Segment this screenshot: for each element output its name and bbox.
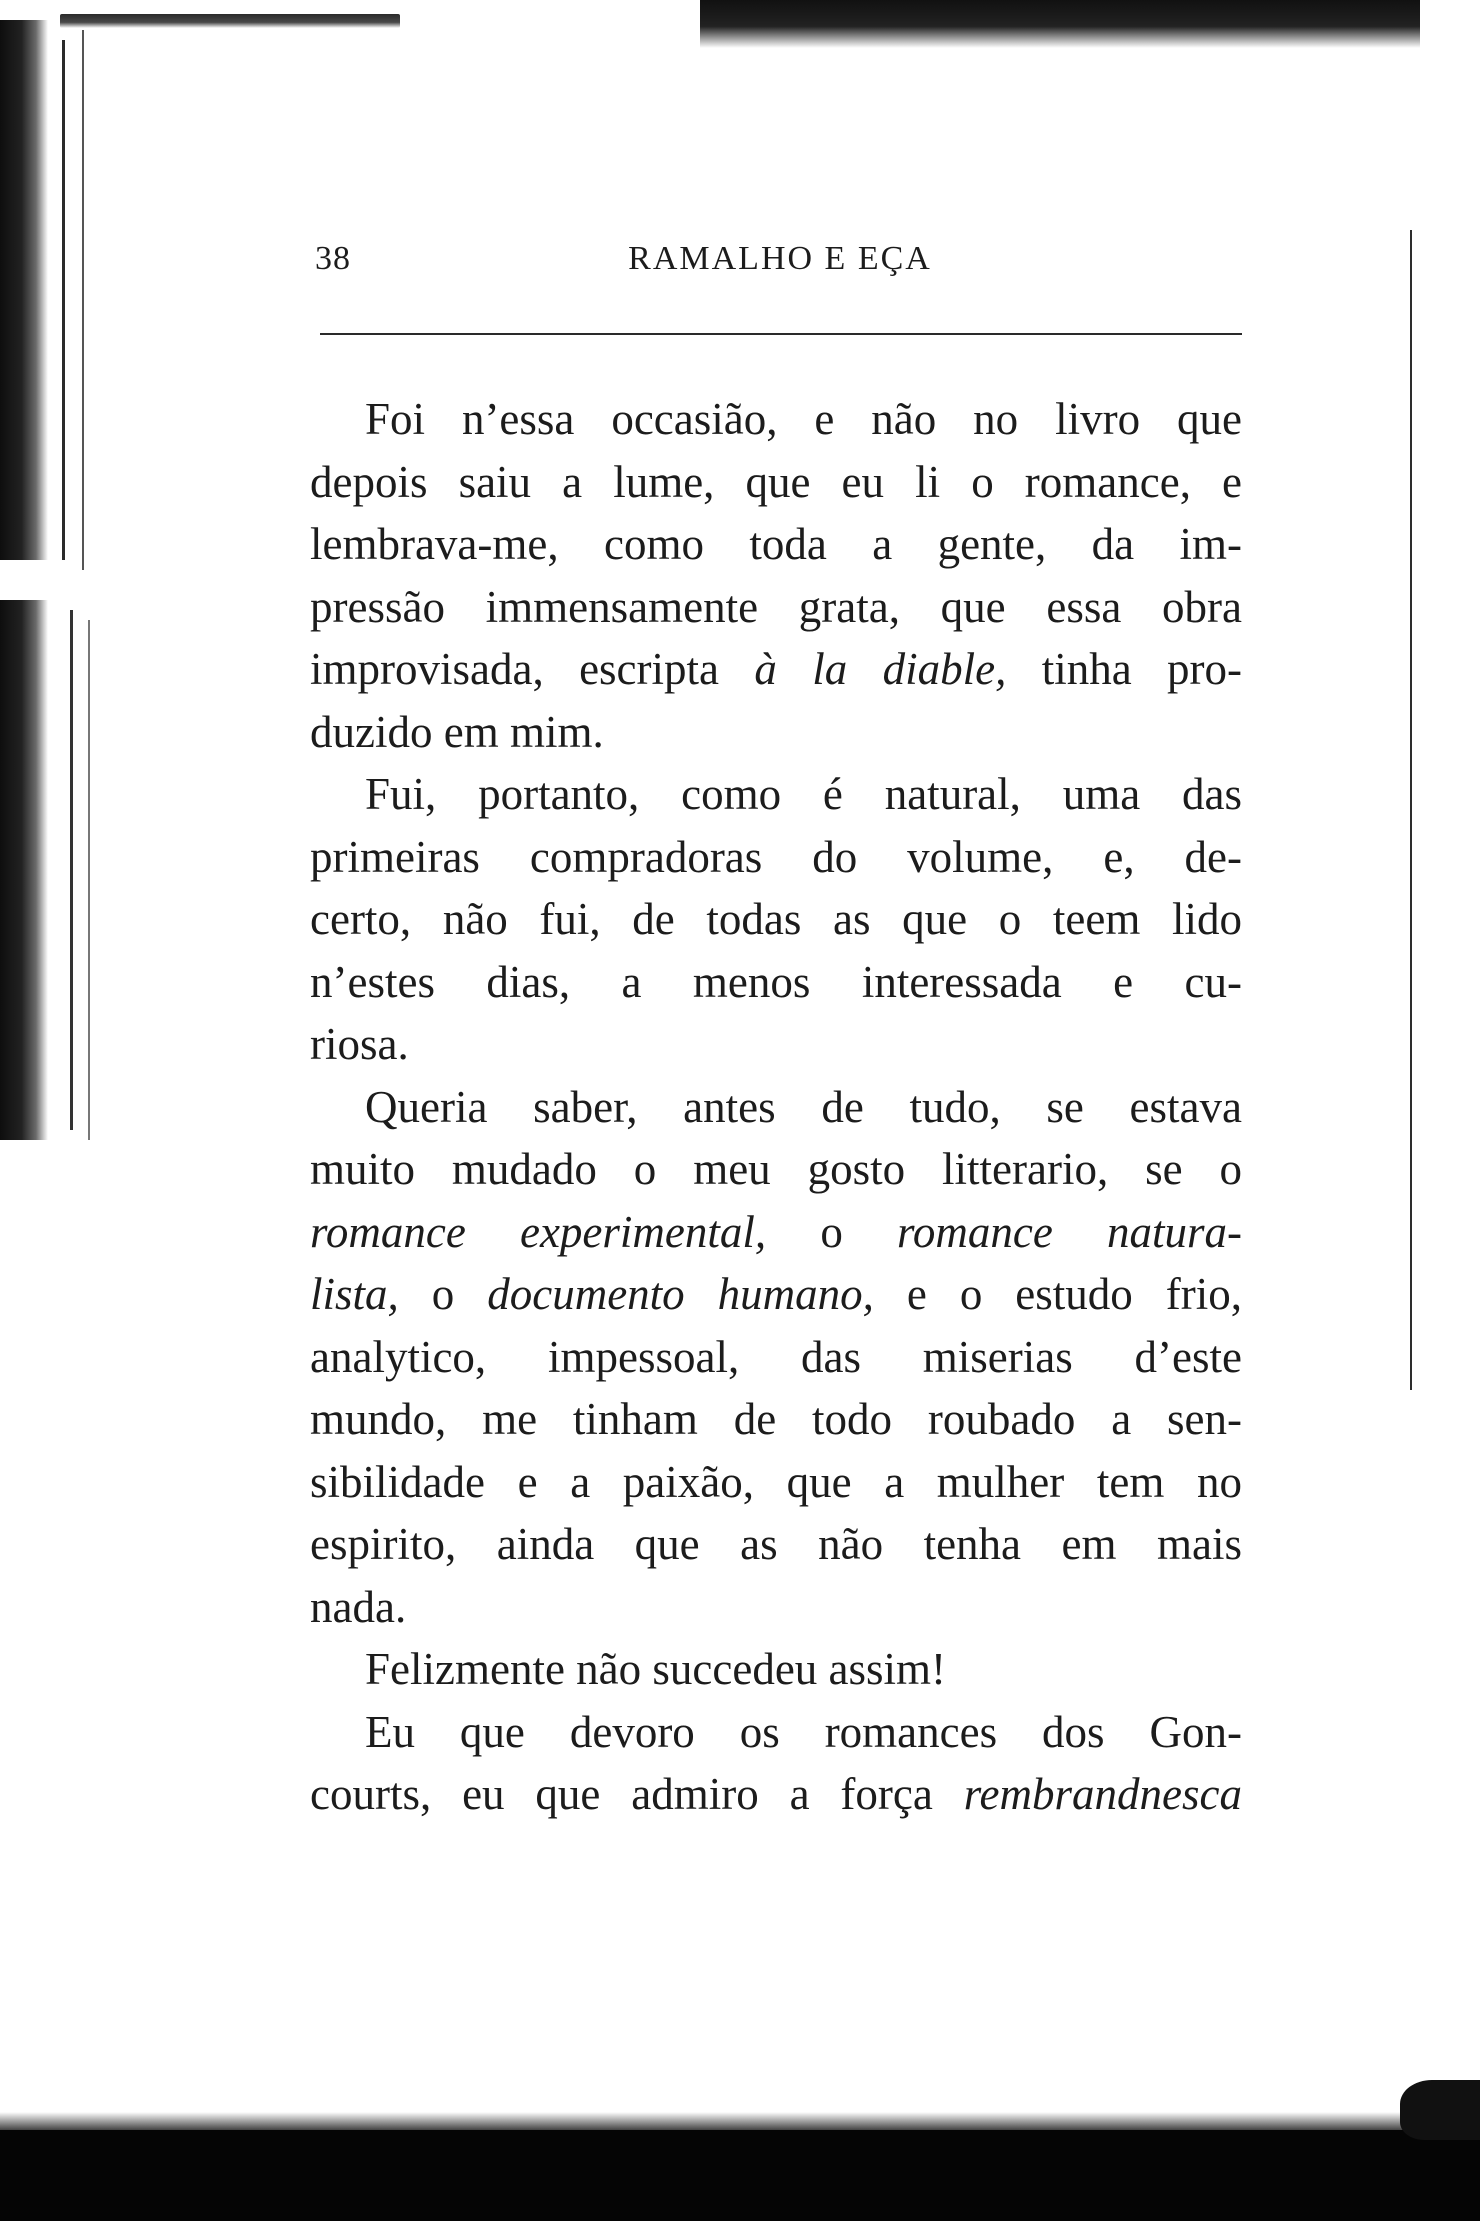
text-line bbox=[310, 1326, 1242, 1389]
line-text: tinha pro- bbox=[1006, 644, 1243, 694]
text-line bbox=[310, 388, 1242, 451]
scan-corner-artifact bbox=[1400, 2080, 1480, 2140]
scan-bottom-edge bbox=[0, 2130, 1480, 2221]
scan-right-edge bbox=[1410, 230, 1412, 1390]
text-line bbox=[310, 1388, 1242, 1451]
text-line bbox=[310, 451, 1242, 514]
text-line bbox=[310, 1638, 1242, 1701]
scan-top-edge bbox=[60, 14, 400, 28]
line-text: riosa. bbox=[310, 1019, 409, 1069]
text-line bbox=[310, 1138, 1242, 1201]
scan-binding-gap bbox=[0, 560, 48, 600]
scan-top-edge bbox=[700, 0, 1420, 48]
italic-phrase: à la diable, bbox=[754, 644, 1007, 694]
italic-phrase: romance experimental, bbox=[310, 1206, 767, 1257]
italic-phrase: documento humano, bbox=[487, 1269, 874, 1319]
text-line bbox=[310, 763, 1242, 826]
scan-edge-line bbox=[82, 30, 84, 570]
body-text bbox=[310, 388, 1242, 1826]
line-text: e o estudo frio, bbox=[873, 1269, 1242, 1319]
line-text: Queria saber, antes de tudo, se estava bbox=[365, 1081, 1242, 1132]
line-text: certo, não fui, de todas as que o teem lido bbox=[310, 894, 1242, 944]
line-text: primeiras compradoras do volume, e, de- bbox=[310, 831, 1242, 882]
line-text: Eu que devoro os romances dos Gon- bbox=[365, 1706, 1242, 1757]
line-text: analytico, impessoal, das miserias d’este bbox=[310, 1331, 1242, 1382]
line-text: espirito, ainda que as não tenha em mais bbox=[310, 1519, 1242, 1569]
text-line bbox=[310, 826, 1242, 889]
text-line bbox=[310, 1763, 1242, 1826]
text-line bbox=[310, 1201, 1242, 1264]
text-line bbox=[310, 888, 1242, 951]
line-text: Foi n’essa occasião, e não no livro que bbox=[365, 394, 1242, 444]
line-text: courts, eu que admiro a força bbox=[310, 1769, 964, 1819]
header-rule bbox=[320, 333, 1242, 335]
line-text: nada. bbox=[310, 1581, 407, 1632]
text-line bbox=[310, 1263, 1242, 1326]
line-text: Felizmente não succedeu assim! bbox=[365, 1644, 947, 1694]
line-text: o bbox=[766, 1206, 898, 1257]
line-text: n’estes dias, a menos interessada e cu- bbox=[310, 956, 1242, 1007]
italic-phrase: romance natura- bbox=[897, 1206, 1242, 1257]
line-text: mundo, me tinham de todo roubado a sen- bbox=[310, 1394, 1242, 1444]
text-line bbox=[310, 576, 1242, 639]
scan-edge-line bbox=[62, 40, 65, 560]
page-number: 38 bbox=[315, 240, 351, 277]
scan-edge-line bbox=[88, 620, 90, 1140]
line-text: improvisada, escripta bbox=[310, 644, 755, 694]
text-line bbox=[310, 1513, 1242, 1576]
line-text: duzido em mim. bbox=[310, 706, 604, 757]
text-line bbox=[310, 1701, 1242, 1764]
scan-edge-line bbox=[70, 610, 73, 1130]
text-line bbox=[310, 638, 1242, 701]
italic-phrase: lista, bbox=[310, 1269, 399, 1319]
text-line bbox=[310, 951, 1242, 1014]
line-text: sibilidade e a paixão, que a mulher tem no bbox=[310, 1456, 1242, 1507]
line-text: muito mudado o meu gosto litterario, se o bbox=[310, 1144, 1242, 1194]
line-text: lembrava-me, como toda a gente, da im- bbox=[310, 519, 1242, 569]
line-text: depois saiu a lume, que eu li o romance, e bbox=[310, 456, 1242, 507]
text-line bbox=[310, 1451, 1242, 1514]
text-line bbox=[310, 1076, 1242, 1139]
italic-phrase: rembrandnesca bbox=[963, 1769, 1242, 1819]
text-line bbox=[310, 701, 1242, 764]
text-line bbox=[310, 513, 1242, 576]
line-text: pressão immensamente grata, que essa obra bbox=[310, 581, 1242, 632]
running-head bbox=[315, 240, 1245, 290]
line-text: Fui, portanto, como é natural, uma das bbox=[365, 769, 1242, 819]
running-title: RAMALHO E EÇA bbox=[628, 240, 932, 277]
text-line bbox=[310, 1576, 1242, 1639]
line-text: o bbox=[398, 1269, 488, 1319]
text-line bbox=[310, 1013, 1242, 1076]
